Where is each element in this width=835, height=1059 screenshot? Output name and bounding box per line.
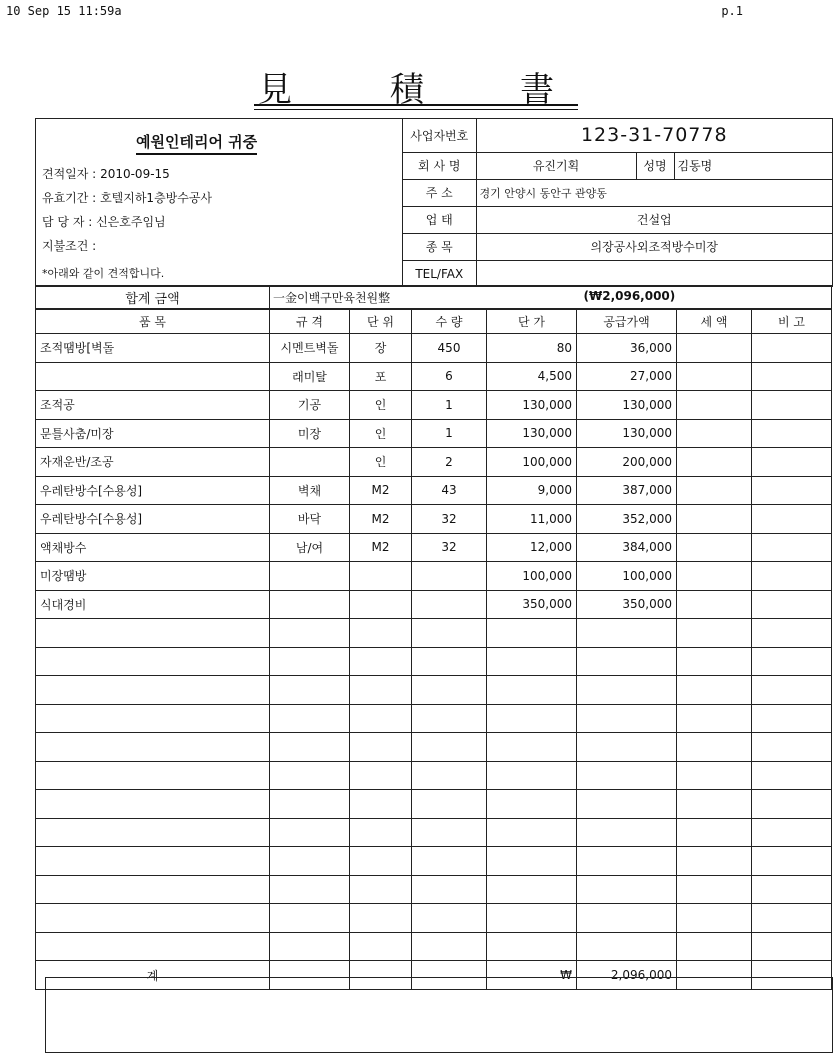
table-cell <box>412 932 487 961</box>
table-cell: 문틀사춤/미장 <box>36 419 270 448</box>
table-cell <box>270 761 350 790</box>
table-cell: M2 <box>350 476 412 505</box>
table-row <box>36 676 832 705</box>
table-cell <box>270 619 350 648</box>
table-cell <box>677 533 752 562</box>
column-header: 공급가액 <box>577 310 677 334</box>
rep-label: 성명 <box>636 152 674 179</box>
table-cell: 32 <box>412 533 487 562</box>
table-cell <box>350 847 412 876</box>
table-row <box>36 704 832 733</box>
table-cell <box>270 818 350 847</box>
business-type: 건설업 <box>476 206 832 233</box>
table-cell <box>577 932 677 961</box>
table-cell <box>677 590 752 619</box>
table-cell <box>412 704 487 733</box>
table-row <box>36 505 832 534</box>
column-header: 비 고 <box>752 310 832 334</box>
table-cell <box>270 733 350 762</box>
table-cell: 우레탄방수[수용성] <box>36 505 270 534</box>
grand-total-amount: 2,096,000 <box>577 961 677 990</box>
items-table <box>35 309 832 990</box>
table-cell <box>350 790 412 819</box>
table-cell: 자재운반/조공 <box>36 448 270 477</box>
tel-fax <box>476 260 832 287</box>
table-cell <box>487 790 577 819</box>
table-cell <box>677 932 752 961</box>
table-cell <box>412 733 487 762</box>
table-cell <box>677 619 752 648</box>
table-cell: 장 <box>350 334 412 363</box>
table-cell <box>412 904 487 933</box>
table-cell <box>677 790 752 819</box>
table-cell <box>752 818 832 847</box>
table-cell: 인 <box>350 391 412 420</box>
table-cell <box>677 875 752 904</box>
table-cell: 1 <box>412 391 487 420</box>
column-header: 규 격 <box>270 310 350 334</box>
table-cell <box>270 847 350 876</box>
table-cell <box>677 818 752 847</box>
table-cell: 80 <box>487 334 577 363</box>
table-cell <box>752 391 832 420</box>
table-cell <box>752 875 832 904</box>
business-type-label: 업 태 <box>403 206 476 233</box>
table-cell <box>270 790 350 819</box>
table-cell: 남/여 <box>270 533 350 562</box>
column-header: 수 량 <box>412 310 487 334</box>
table-cell <box>36 362 270 391</box>
table-cell <box>487 818 577 847</box>
table-cell: 4,500 <box>487 362 577 391</box>
table-cell: 9,000 <box>487 476 577 505</box>
table-row <box>36 448 832 477</box>
table-cell <box>350 761 412 790</box>
table-cell <box>487 619 577 648</box>
table-cell <box>677 448 752 477</box>
table-row <box>36 419 832 448</box>
table-row <box>36 533 832 562</box>
address: 경기 안양시 동안구 관양동 <box>476 179 832 206</box>
table-cell <box>677 362 752 391</box>
table-cell <box>487 847 577 876</box>
table-cell <box>577 818 677 847</box>
table-cell <box>677 704 752 733</box>
table-cell <box>752 533 832 562</box>
table-cell: 352,000 <box>577 505 677 534</box>
payment-terms: 지불조건 : <box>42 239 97 253</box>
table-cell <box>487 932 577 961</box>
recipient-name: 예원인테리어 귀중 <box>136 131 257 155</box>
table-cell <box>412 790 487 819</box>
table-cell <box>350 875 412 904</box>
table-cell <box>752 733 832 762</box>
column-header: 단 가 <box>487 310 577 334</box>
table-cell <box>412 818 487 847</box>
table-cell: 래미탈 <box>270 362 350 391</box>
table-cell <box>36 619 270 648</box>
table-cell: 2 <box>412 448 487 477</box>
table-cell <box>752 619 832 648</box>
table-cell <box>677 419 752 448</box>
table-cell <box>350 562 412 591</box>
table-cell <box>752 647 832 676</box>
table-row <box>36 875 832 904</box>
column-header: 단 위 <box>350 310 412 334</box>
total-amount-row <box>35 285 832 309</box>
table-cell: 인 <box>350 448 412 477</box>
table-cell <box>487 875 577 904</box>
table-cell: 100,000 <box>487 562 577 591</box>
table-cell: 11,000 <box>487 505 577 534</box>
table-cell <box>677 904 752 933</box>
table-cell: 조적공 <box>36 391 270 420</box>
table-cell: 350,000 <box>487 590 577 619</box>
project-name: 유효기간 : 호텔지하1층방수공사 <box>42 191 213 205</box>
person-in-charge: 담 당 자 : 신은호주임님 <box>42 215 166 229</box>
table-cell: 식대경비 <box>36 590 270 619</box>
table-cell: 200,000 <box>577 448 677 477</box>
table-cell <box>350 590 412 619</box>
table-cell <box>350 818 412 847</box>
total-amount-numeric: (₩2,096,000) <box>583 288 676 303</box>
table-cell <box>412 562 487 591</box>
table-cell <box>752 704 832 733</box>
table-row <box>36 904 832 933</box>
table-cell <box>270 704 350 733</box>
items-header-row <box>36 310 832 334</box>
table-row <box>36 647 832 676</box>
table-cell <box>752 847 832 876</box>
table-cell <box>577 619 677 648</box>
table-cell: 우레탄방수[수용성] <box>36 476 270 505</box>
table-cell <box>677 476 752 505</box>
table-cell <box>412 761 487 790</box>
business-reg-number: 123-31-70778 <box>476 119 832 152</box>
table-row <box>36 391 832 420</box>
table-cell <box>270 875 350 904</box>
table-cell: 미장 <box>270 419 350 448</box>
table-row <box>36 362 832 391</box>
table-row <box>36 733 832 762</box>
title-char: 積 <box>390 70 424 110</box>
table-cell: 450 <box>412 334 487 363</box>
table-cell <box>752 362 832 391</box>
table-row <box>36 334 832 363</box>
table-cell <box>752 790 832 819</box>
table-row <box>36 476 832 505</box>
business-item: 의장공사외조적방수미장 <box>476 233 832 260</box>
table-cell <box>270 590 350 619</box>
table-cell <box>677 562 752 591</box>
table-row <box>36 619 832 648</box>
table-cell <box>577 790 677 819</box>
table-cell: 350,000 <box>577 590 677 619</box>
table-cell <box>677 761 752 790</box>
table-cell: 미장땜방 <box>36 562 270 591</box>
table-cell <box>487 704 577 733</box>
table-cell <box>752 334 832 363</box>
total-amount-value <box>270 286 832 309</box>
table-cell <box>677 733 752 762</box>
table-cell <box>350 704 412 733</box>
table-cell: 기공 <box>270 391 350 420</box>
table-cell <box>577 647 677 676</box>
table-cell <box>36 733 270 762</box>
table-cell: 130,000 <box>487 391 577 420</box>
table-cell: M2 <box>350 533 412 562</box>
table-row <box>36 590 832 619</box>
table-cell <box>752 761 832 790</box>
total-amount-korean: 一金이백구만육천원整 <box>273 290 391 305</box>
table-cell <box>752 676 832 705</box>
table-cell: 포 <box>350 362 412 391</box>
table-cell <box>412 676 487 705</box>
table-cell: 바닥 <box>270 505 350 534</box>
table-row <box>36 790 832 819</box>
table-cell <box>412 847 487 876</box>
table-cell <box>487 733 577 762</box>
title-char: 見 <box>258 70 292 110</box>
table-cell: 32 <box>412 505 487 534</box>
table-cell: 12,000 <box>487 533 577 562</box>
table-row <box>36 818 832 847</box>
document-title <box>258 62 578 110</box>
table-cell <box>752 590 832 619</box>
table-cell <box>412 647 487 676</box>
table-cell <box>577 733 677 762</box>
table-cell <box>752 476 832 505</box>
header-block <box>35 118 833 287</box>
table-row <box>36 847 832 876</box>
estimate-note: *아래와 같이 견적합니다. <box>42 267 165 280</box>
table-cell <box>36 761 270 790</box>
table-cell: 인 <box>350 419 412 448</box>
table-cell: 384,000 <box>577 533 677 562</box>
table-cell <box>752 904 832 933</box>
table-cell <box>577 904 677 933</box>
table-cell <box>36 904 270 933</box>
table-cell: 130,000 <box>487 419 577 448</box>
supplier-panel <box>403 119 832 286</box>
remarks-box <box>45 977 833 1053</box>
table-cell <box>677 847 752 876</box>
tel-label: TEL/FAX <box>403 260 476 287</box>
column-header: 세 액 <box>677 310 752 334</box>
table-cell <box>487 676 577 705</box>
table-cell <box>270 904 350 933</box>
table-cell <box>577 875 677 904</box>
representative-name: 김동명 <box>674 152 832 179</box>
grand-total-label: 계 <box>36 961 270 990</box>
table-cell <box>752 505 832 534</box>
table-cell <box>270 676 350 705</box>
table-cell <box>36 875 270 904</box>
table-cell <box>350 676 412 705</box>
fax-page-number: p.1 <box>721 4 743 18</box>
table-cell <box>350 733 412 762</box>
table-cell <box>350 932 412 961</box>
table-cell: 43 <box>412 476 487 505</box>
table-cell: 27,000 <box>577 362 677 391</box>
table-cell <box>270 932 350 961</box>
table-cell <box>270 448 350 477</box>
table-cell <box>350 619 412 648</box>
table-cell: 100,000 <box>577 562 677 591</box>
table-cell: 1 <box>412 419 487 448</box>
table-row <box>36 932 832 961</box>
table-cell: 액채방수 <box>36 533 270 562</box>
table-cell: 100,000 <box>487 448 577 477</box>
estimate-date: 견적일자 : 2010-09-15 <box>42 167 170 181</box>
table-cell: 조적땜방[벽돌 <box>36 334 270 363</box>
table-cell <box>412 590 487 619</box>
column-header: 품 목 <box>36 310 270 334</box>
table-cell <box>350 904 412 933</box>
table-cell: 6 <box>412 362 487 391</box>
business-item-label: 종 목 <box>403 233 476 260</box>
table-cell <box>577 847 677 876</box>
table-cell <box>487 647 577 676</box>
title-char: 書 <box>520 70 554 110</box>
table-cell <box>36 790 270 819</box>
company-label: 회 사 명 <box>403 152 476 179</box>
table-cell <box>36 676 270 705</box>
table-cell <box>270 647 350 676</box>
table-cell <box>577 761 677 790</box>
table-cell: 387,000 <box>577 476 677 505</box>
table-cell: 36,000 <box>577 334 677 363</box>
table-cell <box>677 391 752 420</box>
table-cell <box>36 847 270 876</box>
table-cell <box>412 619 487 648</box>
table-cell <box>577 704 677 733</box>
title-underline <box>254 104 578 110</box>
table-cell <box>36 932 270 961</box>
table-cell <box>677 334 752 363</box>
table-row <box>36 761 832 790</box>
fax-header <box>0 4 835 20</box>
table-cell <box>350 647 412 676</box>
table-cell: 시멘트벽돌 <box>270 334 350 363</box>
table-cell <box>752 932 832 961</box>
recipient-panel <box>36 119 403 286</box>
table-cell <box>752 562 832 591</box>
address-label: 주 소 <box>403 179 476 206</box>
table-cell <box>36 647 270 676</box>
total-amount-label: 합계 금액 <box>36 286 270 309</box>
table-row <box>36 562 832 591</box>
table-cell <box>487 904 577 933</box>
table-cell <box>677 647 752 676</box>
table-cell <box>752 448 832 477</box>
table-cell <box>677 676 752 705</box>
table-cell <box>412 875 487 904</box>
table-cell: 벽채 <box>270 476 350 505</box>
table-cell <box>577 676 677 705</box>
table-cell: M2 <box>350 505 412 534</box>
currency-symbol: ₩ <box>487 961 577 990</box>
fax-timestamp: 10 Sep 15 11:59a <box>6 4 122 18</box>
table-cell: 130,000 <box>577 391 677 420</box>
table-cell <box>36 704 270 733</box>
regno-label: 사업자번호 <box>403 119 476 152</box>
table-cell: 130,000 <box>577 419 677 448</box>
table-cell <box>677 505 752 534</box>
company-name: 유진기획 <box>476 152 636 179</box>
table-cell <box>487 761 577 790</box>
table-cell <box>270 562 350 591</box>
table-cell <box>36 818 270 847</box>
table-cell <box>752 419 832 448</box>
